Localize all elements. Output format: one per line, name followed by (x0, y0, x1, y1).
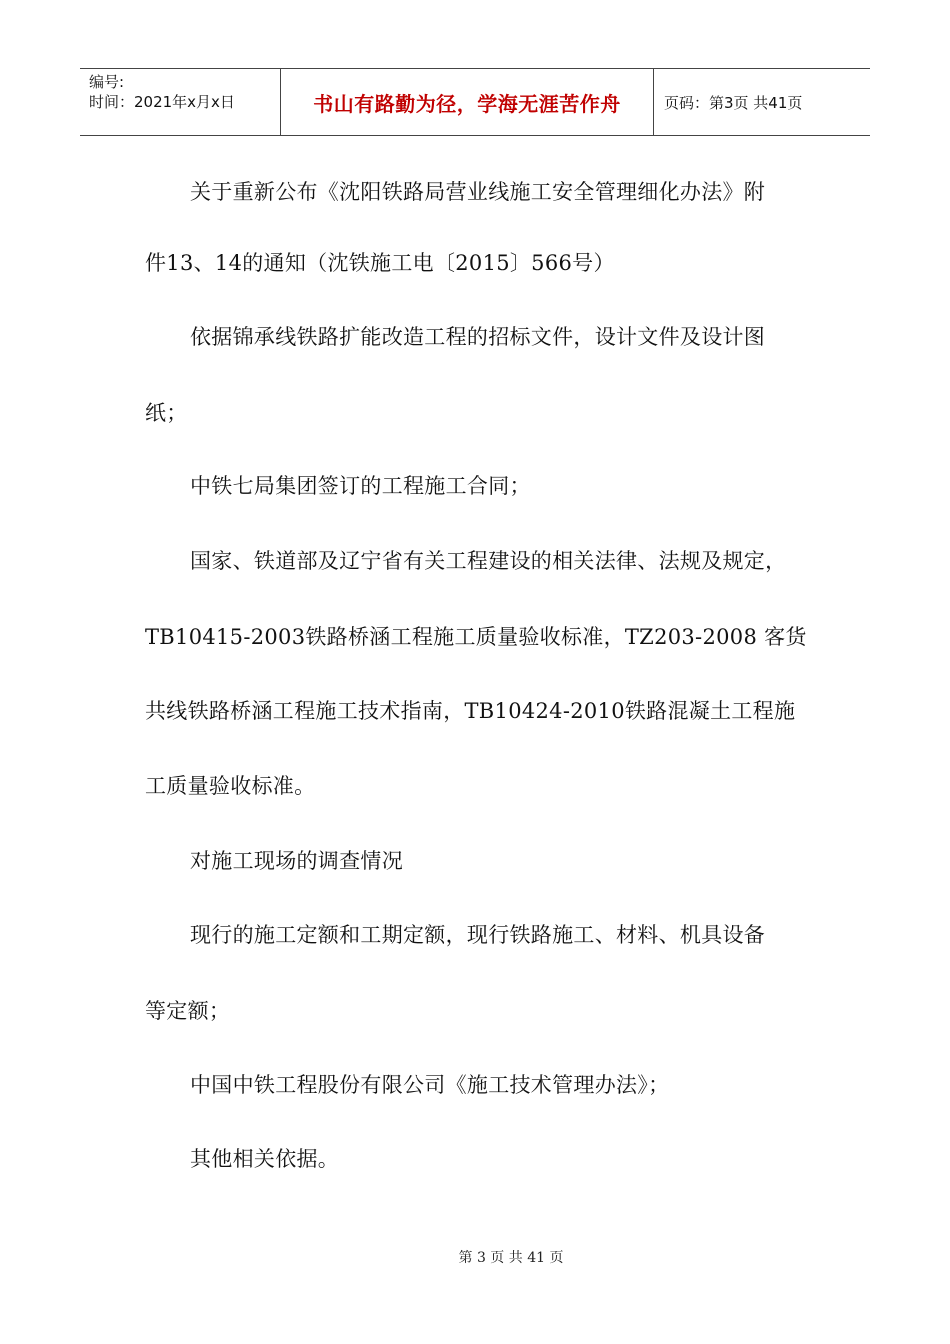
document-date-label: 时间：2021年x月x日 (89, 93, 235, 111)
body-line: 其他相关依据。 (190, 1147, 340, 1171)
header-page-indicator: 页码：第3页 共41页 (664, 93, 803, 112)
page-header (80, 68, 870, 136)
page-footer-number: 第 3 页 共 41 页 (458, 1250, 564, 1266)
body-line: 等定额； (145, 999, 231, 1023)
body-line: 中铁七局集团签订的工程施工合同； (190, 474, 531, 498)
body-line: 中国中铁工程股份有限公司《施工技术管理办法》； (190, 1073, 670, 1097)
body-line: 现行的施工定额和工期定额，现行铁路施工、材料、机具设备 (190, 923, 766, 947)
body-line: 纸； (145, 401, 188, 425)
body-line: 共线铁路桥涵工程施工技术指南，TB10424-2010铁路混凝土工程施 (145, 699, 796, 723)
header-motto: 书山有路勤为径，学海无涯苦作舟 (281, 69, 654, 135)
body-line: 关于重新公布《沈阳铁路局营业线施工安全管理细化办法》附 (190, 180, 766, 204)
body-line: 依据锦承线铁路扩能改造工程的招标文件，设计文件及设计图 (190, 325, 766, 349)
body-line: TB10415-2003铁路桥涵工程施工质量验收标准，TZ203-2008 客货 (145, 625, 807, 649)
document-number-label: 编号: (89, 73, 125, 91)
body-line: 国家、铁道部及辽宁省有关工程建设的相关法律、法规及规定， (190, 549, 787, 573)
header-meta-cell (80, 69, 281, 135)
body-line: 工质量验收标准。 (145, 774, 316, 798)
body-line: 件13、14的通知（沈铁施工电〔2015〕566号） (145, 251, 615, 275)
body-line: 对施工现场的调查情况 (190, 849, 403, 873)
